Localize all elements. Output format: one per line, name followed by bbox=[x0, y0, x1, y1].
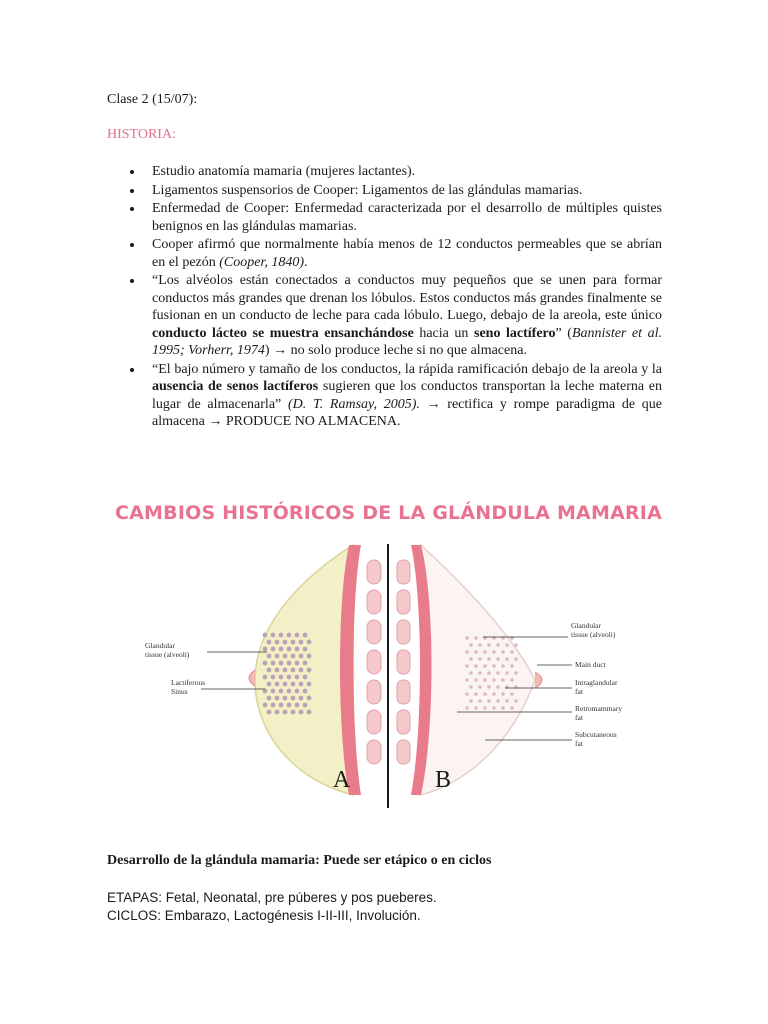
label-line: Subcutaneous bbox=[575, 730, 617, 739]
panel-b-lobule bbox=[510, 664, 514, 668]
panel-a-lobule bbox=[283, 668, 288, 673]
panel-a-lobule bbox=[299, 682, 304, 687]
label-line: Retromammary bbox=[575, 704, 623, 713]
label-glandular-b bbox=[571, 621, 616, 639]
panel-b-lobule bbox=[487, 699, 491, 703]
bullet-text-run: ausencia de senos lactíferos bbox=[152, 379, 319, 394]
panel-a-lobule bbox=[275, 654, 280, 659]
label-line: fat bbox=[575, 713, 583, 722]
panel-b-lobule bbox=[505, 671, 509, 675]
panel-a-lobule bbox=[291, 696, 296, 701]
label-lactiferous-sinus bbox=[171, 678, 205, 696]
panel-a-lobule bbox=[279, 633, 284, 638]
label-glandular-a bbox=[145, 641, 190, 659]
panel-a-lobule bbox=[295, 675, 300, 680]
label-line: Glandular bbox=[145, 641, 175, 650]
panel-b-lobule bbox=[474, 678, 478, 682]
bullet-text-run: (D. T. Ramsay, 2005). bbox=[287, 396, 420, 412]
panel-a-nipple bbox=[249, 670, 255, 686]
bullet-text-run: Ligamentos suspensorios de Cooper: Ligamentos de las glándulas mamarias. bbox=[152, 182, 583, 198]
panel-a-lobule bbox=[307, 682, 312, 687]
panel-b-lobule bbox=[487, 643, 491, 647]
panel-a-lobule bbox=[295, 647, 300, 652]
panel-a-lobule bbox=[287, 675, 292, 680]
development-heading: Desarrollo de la glándula mamaria: Puede ser etápico o en ciclos bbox=[107, 853, 492, 868]
panel-b-lobule bbox=[505, 699, 509, 703]
panel-a-lobule bbox=[263, 633, 268, 638]
panel-b-lobule bbox=[478, 699, 482, 703]
panel-b-lobule bbox=[514, 699, 518, 703]
panel-b-lobule bbox=[474, 664, 478, 668]
panel-a-lobule bbox=[279, 647, 284, 652]
panel-a-rib bbox=[367, 620, 381, 644]
panel-a-lobule bbox=[307, 710, 312, 715]
panel-a-lobule bbox=[287, 661, 292, 666]
panel-a-lobule bbox=[267, 696, 272, 701]
panel-a-lobule bbox=[275, 696, 280, 701]
panel-b-lobule bbox=[474, 692, 478, 696]
section-title-historia: HISTORIA: bbox=[107, 127, 176, 142]
label-intraglandular-fat bbox=[575, 678, 618, 696]
bullet-text-run: ” ( bbox=[555, 325, 572, 341]
bullet-text-run: . bbox=[304, 254, 308, 270]
bullet-text-run: seno lactífero bbox=[474, 325, 556, 341]
label-line: fat bbox=[575, 687, 583, 696]
panel-a-lobule bbox=[283, 710, 288, 715]
panel-b-lobule bbox=[483, 678, 487, 682]
label-main-duct bbox=[575, 660, 607, 669]
panel-a-lobule bbox=[279, 703, 284, 708]
panel-b-lobule bbox=[487, 671, 491, 675]
panel-a-lobule bbox=[307, 640, 312, 645]
panel-b-lobule bbox=[501, 692, 505, 696]
panel-a-lobule bbox=[299, 696, 304, 701]
panel-a-lobule bbox=[271, 689, 276, 694]
panel-a-lobule bbox=[263, 661, 268, 666]
panel-b-lobule bbox=[465, 664, 469, 668]
panel-b-lobule bbox=[469, 657, 473, 661]
label-line: tissue (alveoli) bbox=[571, 630, 616, 639]
panel-a-lobule bbox=[271, 661, 276, 666]
panel-b-letter: B bbox=[435, 767, 452, 793]
panel-a-lobule bbox=[303, 661, 308, 666]
bullet-item bbox=[107, 236, 662, 271]
panel-a-lobule bbox=[267, 640, 272, 645]
panel-b-lobule bbox=[492, 664, 496, 668]
bullet-text-run: “El bajo número y tamaño de los conductos, la rápida ramificación debajo de la areola y la bbox=[152, 361, 662, 377]
ciclos-line: CICLOS: Embarazo, Lactogénesis I-II-III, Involución. bbox=[107, 908, 421, 923]
panel-b-lobule bbox=[478, 685, 482, 689]
panel-a-lobule bbox=[267, 710, 272, 715]
panel-b-rib bbox=[397, 710, 410, 734]
panel-a-lobule bbox=[307, 668, 312, 673]
panel-b-lobule bbox=[487, 657, 491, 661]
label-line: Glandular bbox=[571, 621, 601, 630]
panel-a-lobule bbox=[263, 703, 268, 708]
panel-a-rib bbox=[367, 650, 381, 674]
panel-b-lobule bbox=[483, 650, 487, 654]
bullet-text-run: “Los alvéolos están conectados a conductos muy pequeños que se unen para formar conductos más grandes que drenan los lóbulos. Estos conductos más grandes finalmente se fusionan en un conducto de leche para cada lóbulo. Luego, debajo de la areola, este único bbox=[152, 273, 662, 323]
panel-b-lobule bbox=[474, 706, 478, 710]
panel-a-lobule bbox=[283, 640, 288, 645]
bullet-item bbox=[107, 182, 662, 200]
panel-a-lobule bbox=[283, 682, 288, 687]
panel-a-lobule bbox=[291, 682, 296, 687]
panel-a-letter: A bbox=[333, 767, 351, 793]
panel-b-lobule bbox=[469, 699, 473, 703]
panel-b-breast-outline bbox=[421, 545, 535, 795]
panel-a-lobule bbox=[267, 668, 272, 673]
panel-b-lobule bbox=[496, 657, 500, 661]
panel-b-lobule bbox=[478, 671, 482, 675]
panel-a-lobule bbox=[279, 661, 284, 666]
panel-a-lobule bbox=[291, 710, 296, 715]
bullet-text-run: (Cooper, 1840) bbox=[219, 254, 305, 270]
panel-b-lobule bbox=[465, 678, 469, 682]
figure-title: CAMBIOS HISTÓRICOS DE LA GLÁNDULA MAMARIA bbox=[115, 502, 662, 524]
label-line: fat bbox=[575, 739, 583, 748]
breast-anatomy-diagram bbox=[105, 540, 630, 820]
panel-a-lobule bbox=[295, 633, 300, 638]
panel-b-lobule bbox=[469, 643, 473, 647]
panel-b-lobule bbox=[492, 706, 496, 710]
bullet-text-run: Bannister et al. 1995; Vorherr, 1974 bbox=[152, 325, 662, 358]
panel-a-lobule bbox=[267, 654, 272, 659]
panel-a-lobule bbox=[299, 654, 304, 659]
panel-b-lobule bbox=[465, 650, 469, 654]
panel-a-lobule bbox=[303, 633, 308, 638]
mammary-gland-figure bbox=[105, 490, 662, 820]
panel-b-rib bbox=[397, 650, 410, 674]
panel-a-lobule bbox=[275, 710, 280, 715]
panel-b-lobule bbox=[496, 685, 500, 689]
bullet-text-run: → rectifica y rompe paradigma de que almacena → PRODUCE NO ALMACENA. bbox=[152, 396, 663, 429]
panel-a-lobule bbox=[303, 675, 308, 680]
panel-a-lobule bbox=[283, 654, 288, 659]
panel-a-lobule bbox=[299, 668, 304, 673]
panel-b-lobule bbox=[483, 692, 487, 696]
panel-a-lobule bbox=[275, 668, 280, 673]
panel-a-lobule bbox=[303, 689, 308, 694]
panel-a-lobule bbox=[295, 689, 300, 694]
panel-b-lobule bbox=[465, 636, 469, 640]
panel-a-lobule bbox=[271, 703, 276, 708]
panel-a-rib bbox=[367, 740, 381, 764]
panel-b-lobule bbox=[496, 699, 500, 703]
bullet-item bbox=[107, 163, 662, 181]
panel-a-lobule bbox=[295, 661, 300, 666]
panel-b-rib bbox=[397, 560, 410, 584]
panel-b-rib bbox=[397, 620, 410, 644]
bullet-text-run: Enfermedad de Cooper: Enfermedad caracterizada por el desarrollo de múltiples quistes benignos en las glándulas mamarias. bbox=[152, 201, 662, 234]
panel-b-lobule bbox=[469, 671, 473, 675]
panel-b-rib bbox=[397, 590, 410, 614]
panel-a-lobule bbox=[307, 696, 312, 701]
bullet-text-run: conducto lácteo se muestra ensanchándose bbox=[152, 325, 414, 341]
panel-a-lobule bbox=[275, 682, 280, 687]
panel-b-lobule bbox=[465, 692, 469, 696]
panel-b-lobule bbox=[510, 692, 514, 696]
panel-b-lobule bbox=[510, 678, 514, 682]
panel-b-lobule bbox=[483, 706, 487, 710]
bullet-item bbox=[107, 200, 662, 235]
panel-b-lobule bbox=[478, 643, 482, 647]
panel-a-lobule bbox=[271, 647, 276, 652]
panel-a-lobule bbox=[295, 703, 300, 708]
panel-b-lobule bbox=[501, 650, 505, 654]
bullet-item bbox=[107, 272, 662, 360]
panel-b-lobule bbox=[492, 650, 496, 654]
panel-b-lobule bbox=[496, 671, 500, 675]
panel-b-lobule bbox=[496, 643, 500, 647]
bullet-text-run: Cooper afirmó que normalmente había menos de 12 conductos permeables que se abrían en el pezón bbox=[152, 237, 662, 270]
panel-a-lobule bbox=[267, 682, 272, 687]
panel-a-lobule bbox=[291, 640, 296, 645]
panel-a-lobule bbox=[287, 647, 292, 652]
panel-b-nipple bbox=[535, 672, 542, 688]
panel-a-lobule bbox=[275, 640, 280, 645]
panel-a-lobule bbox=[307, 654, 312, 659]
panel-b-lobule bbox=[474, 650, 478, 654]
panel-a-rib bbox=[367, 710, 381, 734]
panel-a-lobule bbox=[271, 633, 276, 638]
bullet-text-run: sugieren que los conductos transportan la leche materna en lugar de almacenarla” bbox=[152, 379, 662, 412]
panel-b-rib bbox=[397, 740, 410, 764]
panel-b-lobule bbox=[514, 643, 518, 647]
bullet-text-run: hacia un bbox=[413, 325, 474, 341]
label-line: Sinus bbox=[171, 687, 188, 696]
panel-a-lobule bbox=[299, 640, 304, 645]
label-line: tissue (alveoli) bbox=[145, 650, 190, 659]
panel-b-lobule bbox=[514, 671, 518, 675]
panel-a-lobule bbox=[303, 703, 308, 708]
label-line: Main duct bbox=[575, 660, 606, 669]
panel-a-lobule bbox=[287, 689, 292, 694]
panel-b-lobule bbox=[510, 706, 514, 710]
panel-b-lobule bbox=[501, 664, 505, 668]
label-subcutaneous-fat bbox=[575, 730, 617, 748]
panel-b-lobule bbox=[465, 706, 469, 710]
panel-a-lobule bbox=[279, 675, 284, 680]
panel-a-lobule bbox=[271, 675, 276, 680]
panel-b-lobule bbox=[505, 643, 509, 647]
panel-a-lobule bbox=[287, 703, 292, 708]
panel-b-lobule bbox=[501, 678, 505, 682]
panel-a-lobule bbox=[263, 647, 268, 652]
panel-a-lobule bbox=[291, 668, 296, 673]
etapas-line: ETAPAS: Fetal, Neonatal, pre púberes y pos pueberes. bbox=[107, 890, 437, 905]
panel-b-lobule bbox=[474, 636, 478, 640]
panel-b-lobule bbox=[505, 657, 509, 661]
panel-b-rib bbox=[397, 680, 410, 704]
panel-b-lobule bbox=[501, 706, 505, 710]
panel-a-rib bbox=[367, 560, 381, 584]
bullet-text-run: ) → no solo produce leche si no que almacena. bbox=[264, 343, 527, 358]
panel-a-lobule bbox=[291, 654, 296, 659]
label-line: Lactiferous bbox=[171, 678, 206, 687]
bullet-text-run: Estudio anatomía mamaria (mujeres lactantes). bbox=[152, 164, 416, 179]
bullet-item bbox=[107, 361, 662, 431]
panel-b-lobule bbox=[492, 692, 496, 696]
label-retromammary-fat bbox=[575, 704, 622, 722]
panel-b-lobule bbox=[469, 685, 473, 689]
history-bullet-list bbox=[107, 163, 662, 432]
panel-a-lobule bbox=[287, 633, 292, 638]
panel-a-lobule bbox=[279, 689, 284, 694]
panel-a-lobule bbox=[299, 710, 304, 715]
label-line: Intraglandular bbox=[575, 678, 618, 687]
panel-a-rib bbox=[367, 590, 381, 614]
panel-a-rib bbox=[367, 680, 381, 704]
panel-a-lobule bbox=[263, 675, 268, 680]
panel-b-lobule bbox=[514, 657, 518, 661]
panel-b-lobule bbox=[478, 657, 482, 661]
panel-b-lobule bbox=[492, 678, 496, 682]
panel-b-lobule bbox=[510, 650, 514, 654]
panel-a-lobule bbox=[303, 647, 308, 652]
panel-b-lobule bbox=[483, 664, 487, 668]
panel-a-lobule bbox=[283, 696, 288, 701]
class-date-heading: Clase 2 (15/07): bbox=[107, 92, 198, 107]
panel-b-lobule bbox=[487, 685, 491, 689]
